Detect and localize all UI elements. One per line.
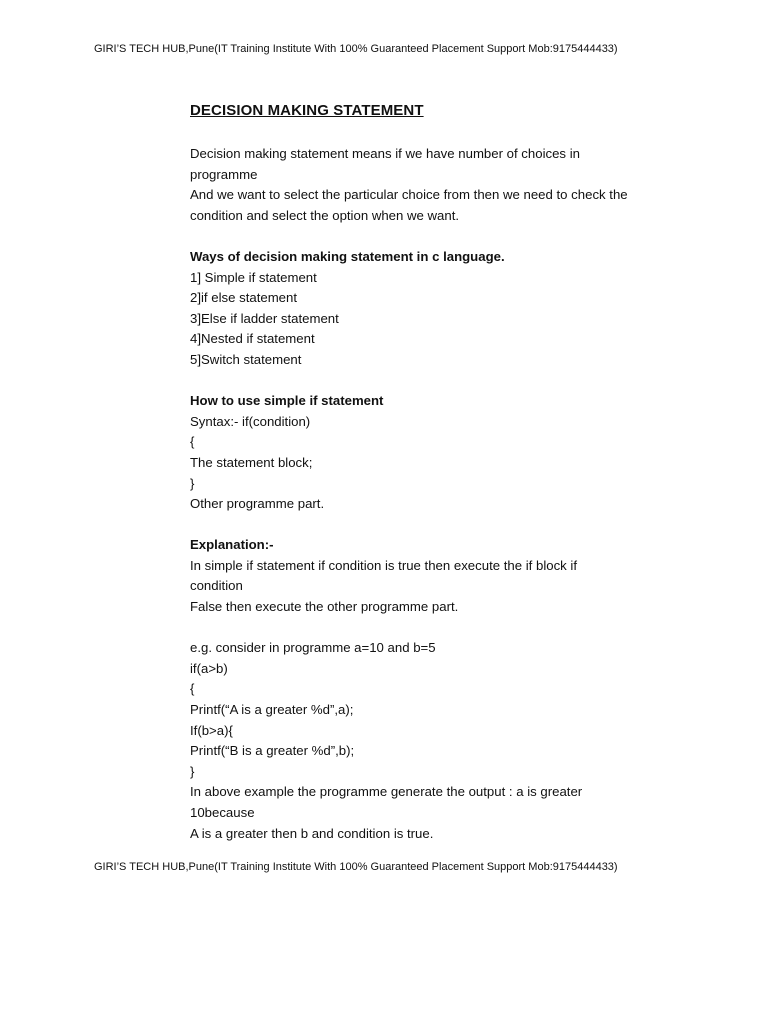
example-line: 10because <box>190 805 255 820</box>
example-line: Printf(“A is a greater %d”,a); <box>190 702 354 718</box>
example-line: If(b>a){ <box>190 722 233 738</box>
example-line: In above example the programme generate the output : a is greater <box>190 784 583 800</box>
page-footer: GIRI’S TECH HUB,Pune(IT Training Institute With 100% Guaranteed Placement Support Mob:9175444433) <box>94 861 618 873</box>
syntax-line: Other programme part. <box>190 496 325 512</box>
syntax-heading: How to use simple if statement <box>190 393 384 409</box>
example-line: Printf(“B is a greater %d”,b); <box>190 743 355 759</box>
explanation-heading: Explanation:- <box>190 537 274 553</box>
explanation-line: False then execute the other programme part. <box>190 599 459 615</box>
intro-line: condition and select the option when we want. <box>190 207 460 223</box>
ways-heading: Ways of decision making statement in c language. <box>190 248 505 264</box>
blank-line <box>190 371 680 392</box>
intro-line: programme <box>190 166 258 182</box>
example-line: if(a>b) <box>190 660 228 676</box>
blank-line <box>190 618 680 639</box>
explanation-line: condition <box>190 578 243 594</box>
ways-item: 5]Switch statement <box>190 351 302 367</box>
example-line: } <box>190 763 195 779</box>
example-line: e.g. consider in programme a=10 and b=5 <box>190 640 436 656</box>
ways-item: 3]Else if ladder statement <box>190 310 339 326</box>
example-line: A is a greater then b and condition is true. <box>190 825 434 841</box>
syntax-line: The statement block; <box>190 454 313 470</box>
syntax-line: } <box>190 475 195 491</box>
page-header: GIRI’S TECH HUB,Pune(IT Training Institute With 100% Guaranteed Placement Support Mob:9175444433) <box>94 43 618 55</box>
ways-item: 2]if else statement <box>190 290 298 306</box>
document-body <box>190 144 680 844</box>
intro-line: Decision making statement means if we have number of choices in <box>190 146 580 161</box>
syntax-line: Syntax:- if(condition) <box>190 413 311 429</box>
explanation-line: In simple if statement if condition is true then execute the if block if <box>190 557 578 573</box>
blank-line <box>190 226 680 247</box>
page-title: DECISION MAKING STATEMENT <box>190 102 424 119</box>
ways-item: 4]Nested if statement <box>190 331 315 347</box>
syntax-line: { <box>190 434 195 450</box>
intro-line: And we want to select the particular choice from then we need to check the <box>190 187 628 203</box>
blank-line <box>190 515 680 536</box>
example-line: { <box>190 681 195 697</box>
ways-item: 1] Simple if statement <box>190 269 317 285</box>
